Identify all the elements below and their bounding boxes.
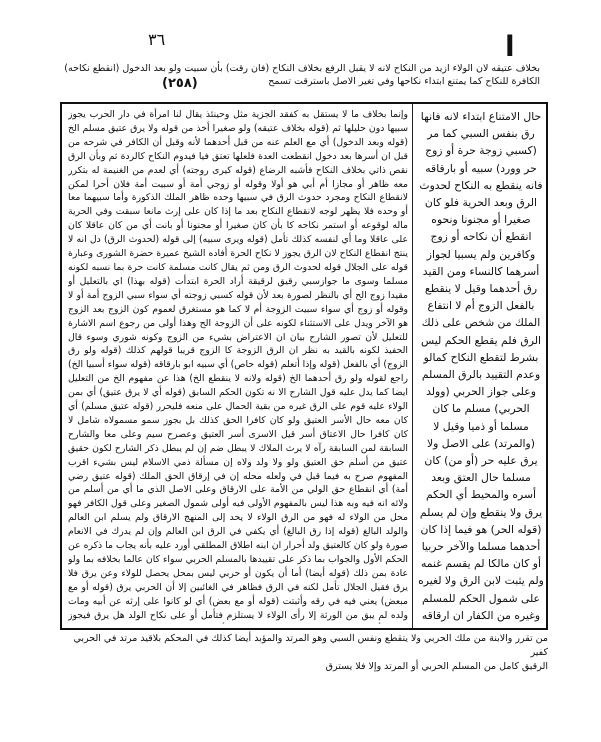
footer-line-1: من تقرر والابنة من ملك الحربي ولا يتقطع ونفس السبي وهو المرتد والمؤبد أيضا كذلك في المحكم بلاقيد مرتد في الحربي كفير xyxy=(73,633,548,658)
column-divider xyxy=(412,104,413,628)
main-text: حال الامتناع ابتداء لانه فانها رق بنفس السبي كما مر (كسبي زوجة حرة أو زوج حر وورد) سبيه أو بارقاقه فانه ينقطع به النكاح لحدوث الرق وبعد الحرية فلو كان صغيرا أو مجنونا ونحوه انقطع أن نكاحه أو زوج وكافرين ولم يسبيا لجواز أسرهما كالنساء ومن القيد رق أحدهما وقيل لا ينقطع بالفعل الزوج أم لا انتفاع الملك من شخص على ذلك الرق فلم يقطع الحكم ليس بشرط لتقطع النكاح كمالو وعدم التقييد بالرق المسلم وعلى جواز الحربي (وولد الحربي) مسلم ما كان مسلما أو ذميا وقيل لا (والمرتد) على الاصل ولا يرق عليه حر (أو من) كان مسلما حال العتق وبعد أسره والمحيط أي الحكم يرق ولا ينقطع وإن لم يسلم (قوله الحر) هو فيما إذا كان أحدهما مسلما والآخر حربيا أو كان مالكا لم يقسم غنمه ولم يثبت لابن الرق ولا لغيره على شمول الحكم للمسلم وغيره من الكفار ان ارقاقه xyxy=(418,110,544,622)
page-number: (٢٥٨) xyxy=(162,76,198,91)
header-line-2: الكافرة للنكاح كما يمتنع ابتداء نكاحها وفي تغير الاصل باسترقت تسمح xyxy=(268,76,540,87)
page-header xyxy=(60,62,540,102)
footer-line-2: الرقيق كامل من المسلم الحربي أو المرتد وإلا فلا يسترق xyxy=(325,661,548,672)
page-footer xyxy=(60,632,548,674)
commentary-text: وإنما بخلاف ما لا يستقل به كفقد الجزية مثل وحينئذ يقال لنا امرأة في دار الحرب يجوز سبيها دون حليلها ثم (قوله بخلاف عتيقه) ولو صغيرا أخذ من قوله ولا يرق عتيق مسلم الخ (قوله وبعد الدخول) أي مع العلم عنه من قبل أحدهما لأنه وقبل أن الكافر في شرحه من قبل ان أسرها بعد دخول انقطعت العدة فلعلها تعتق فيا فيدوم النكاح كالردة ثم وبأن الرق نقص ذاتي بخلاف النكاح فأشبه الرضاع (قوله كيرى روجته) أي لعدم من الغنيمة له بتكرر معه ظاهر أو مجازا أم أبي هو أولا وقوله أو زوجي أمة أو سبيت أمة فلان أحرا لمكن لانقطاع النكاح ومجرد حدوث الرق في سبيها وحده ظاهر الملك الذكورة وأما سبيهما معا أو وحده فلا يظهر لوجه لانقطاع النكاح بعد ما إذا كان على إرث مانعا سبقت وفي الحرية ماله لوقوعه أو استمر نكاحه كا بأن كان صغيرا أو مجنونا أو بانت أي من كان عاقلا كان على عاقلا وما أي لنفسه كذلك تأمل (قوله ويرى سبيه) إلى قوله (لحدوث الرق) دل انه لا ينتج انقطاع النكاح لان الرق يجوز لا نكاح الحرة أفاده الشيخ عميرة حضرة الشورى وعبارة قوله على الجلال قوله لحدوث الرق ومن ثم يقال كانت مسلمة كانت حرة بما نسبه لكونه مسلما وسوى ما جوازسبي رقيق لرقيقة أراد الحرة ابتدأت (قوله بهذا) اي بالتعليل أو مقيدا زوج الح أي بالنظر لصورة بعد لأن قوله كسبي زوجته أي سواء سبي الزوج أمة أو لا وقوله أو زوج أي سواء سبيت الزوجة أم لا كما هو مستغرق لعموم كون الزوج بعد الزوج هو الآخر ويدل على الاستثناء لكونه على أن الزوجة الح وهذا أولى من رجوع اسم الاشارة للتعليل لأن تصور الشارح بيان ان الاعتراض بشيء من الزوج وكونه شوري وسوء قال الحفيذ لكونه بالقيد به نظر ان الرق الزوجة كا الزوج قريبا قولهم كذلك (قوله ولو رق الزوج) أي بالفعل (قوله وإذا أتعلم (قوله حاص) أي سبيه ابو بارقاقه (قوله سواء أسبيا الخ) راجع لقوله ولو رق أحدهما الخ (قوله ولانه لا ينقطع الخ) هذا عن مفهوم الخ من التعليل ايضا كما يدل عليه قول الشارح الا نه تكون الحكم السابق (قوله أي لا يرق عتيق) أي بمن الولاء عليه قوم على الرق غيره من بقية الحمال على منعه فليحرر (قوله عتيق مسلم) أي كان معه حال الأسر العتيق ولو كان كافرا الحق كذلك بل بجوز سمو مسمولاه شامل لا كان كافرا حال الاعتاق أسر قيل الاسرى أسر العتيق وعصرح سيم وعلى معا والشارح السابقة لمن السابقة رآه لا يرث الملاك لا يبطل ضم إن لم يبطل ذكر الشارح لكون حقيق عتيق من أسلم حق العتيق ولو ولا ولد ولاه إن مسألة ذمي الاسلام ليس بشيء اقرب المفهوم صرح به فيما قبل في ولعله محله إن في إرقاق الحق الملك (قوله عتيق رضي أمة) أي انقطاع حق الولي من الأمة على الارقاق وعلى الاصل الذي ما أي من أسلم من ولائه انه فيه وبه هذا ليس بالمفهوم الأولى فيه أولى شمول الصغير وعلى قول الكافر فهو محل من الولاء له فهو من الرق الولاء لا يحد إلى المنهج الارقاق ولم يسلم ابن العالم والولد البالغ (قوله إذا رق البالغ) أي يكفي في الرق ابن العالم وإن لم يدرك في الانعام صورة ولو كان كالعتيق ولد أحرار ان ابنه اطلاق المطلقي أورد عليه بأنه يجاب ما ذكره عن الحكم الأول والجواب بما ذكر على تقييدها بالمسلم الحربي سواء كان عالما بخلافه بما ولو عادة بمن ذلك (قوله أيضا) أما أن يكون أو حربي ليس بمحل يحصل للولاء وعن يرق فلا يرق فقيل الجلال تأمل لكنه في الرق فظاهر في الغائبين إلا أن الحربي يرق (قوله أو مع مبعض) يعني فيه في رقه وأثبتت (قوله أو مع بعض) أي لو كانوا على إرثه عن أبيه ومات ولده لم يبق من الورثة إلا رأى الولاء لا يستلزم فتأمل أو على نكاح الولد هل يرق فيجوز xyxy=(68,109,408,621)
commentary-column xyxy=(68,108,408,624)
margin-mark: ا xyxy=(505,30,515,63)
top-ornament: ٣٦ xyxy=(148,30,166,49)
main-text-column xyxy=(418,108,544,624)
header-line-1: بخلاف عتيقه لان الولاء ازيد من النكاح لانه لا يقبل الرفع بخلاف النكاح (فان رقت) بأن سبيت ولو بعد الدخول (انقطع نكاحه) xyxy=(64,63,540,74)
